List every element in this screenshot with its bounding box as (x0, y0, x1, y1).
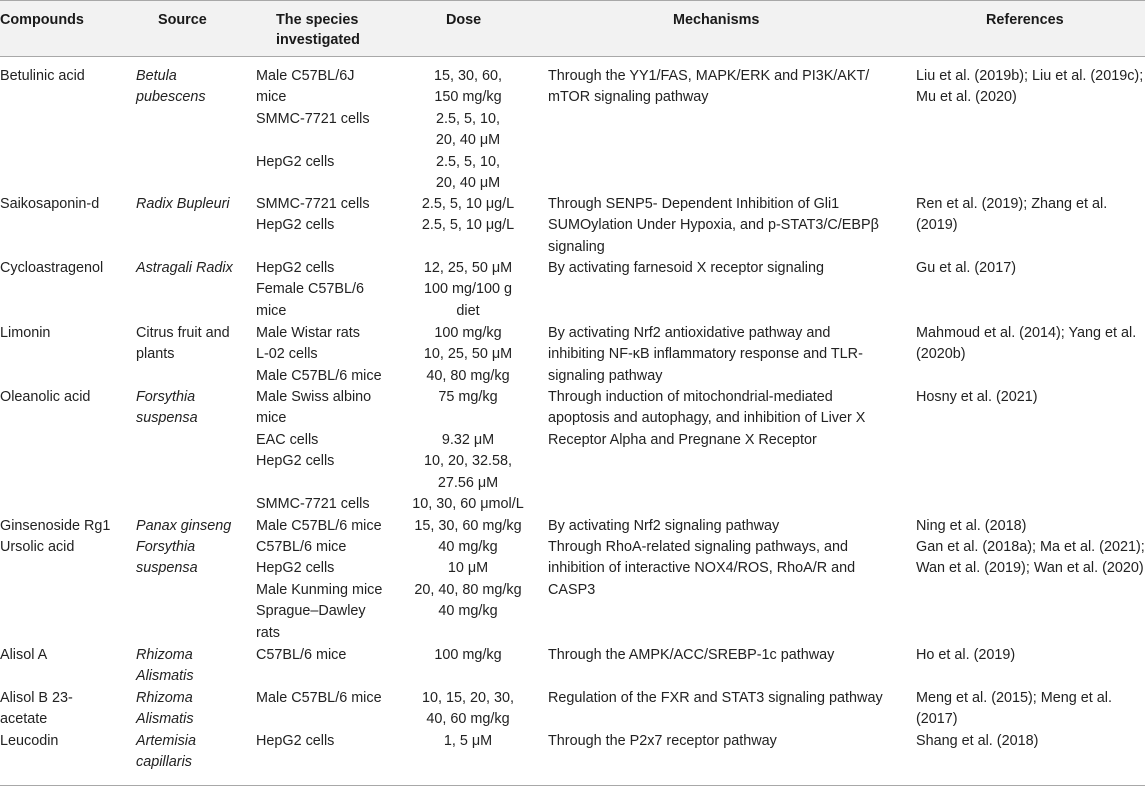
references-line: Liu et al. (2019b); Liu et al. (2019c); (916, 68, 1144, 84)
dose-line: 2.5, 5, 10 μg/L (421, 217, 515, 234)
compound-line: Ursolic acid (0, 539, 75, 555)
mechanism-line: SUMOylation Under Hypoxia, and p-STAT3/C/EBPβ (548, 217, 879, 234)
species-line: Male C57BL/6J (256, 68, 355, 84)
references-line: Meng et al. (2015); Meng et al. (916, 690, 1112, 706)
header-dose: Dose (446, 12, 482, 28)
source-line: Artemisia (136, 733, 196, 749)
compound-line: Betulinic acid (0, 68, 85, 84)
dose-line: 100 mg/kg (434, 325, 502, 341)
source-line: pubescens (136, 89, 206, 106)
references-line: Hosny et al. (2021) (916, 389, 1038, 405)
mechanism-line: Through the YY1/FAS, MAPK/ERK and PI3K/AKT/ (548, 68, 870, 84)
source-line: Panax ginseng (136, 518, 232, 534)
dose-line: 10, 30, 60 μmol/L (412, 496, 524, 512)
compound-line: Alisol A (0, 647, 48, 663)
species-line: Female C57BL/6 (256, 281, 364, 298)
species-line: HepG2 cells (256, 560, 335, 577)
dose-line: 100 mg/kg (434, 647, 502, 663)
references-line: Mahmoud et al. (2014); Yang et al. (916, 325, 1137, 341)
species-line: SMMC-7721 cells (256, 196, 370, 212)
species-line: Male C57BL/6 mice (256, 518, 382, 534)
compound-line: Oleanolic acid (0, 389, 91, 405)
species-line: Male Kunming mice (256, 581, 383, 598)
dose-line: 2.5, 5, 10 μg/L (421, 196, 515, 212)
references-line: Ho et al. (2019) (916, 647, 1016, 663)
dose-line: 150 mg/kg (434, 89, 502, 106)
top-border (0, 0, 1145, 1)
compound-line: Limonin (0, 325, 51, 341)
dose-line: 100 mg/100 g (423, 281, 512, 298)
header-compounds: Compounds (0, 12, 84, 28)
compound-line: Ginsenoside Rg1 (0, 518, 111, 534)
header-mechanisms: Mechanisms (673, 12, 760, 28)
species-line: mice (256, 302, 287, 319)
mechanism-line: Through the AMPK/ACC/SREBP-1c pathway (548, 647, 835, 663)
species-line: Sprague–Dawley (256, 603, 366, 620)
compound-line: acetate (0, 711, 48, 728)
species-line: HepG2 cells (256, 217, 335, 234)
species-line: Male C57BL/6 mice (256, 367, 382, 384)
dose-line: 10, 15, 20, 30, (421, 690, 514, 706)
source-line: plants (136, 346, 175, 363)
dose-line: 40 mg/kg (438, 539, 498, 555)
header-references: References (986, 12, 1064, 28)
species-line: Male C57BL/6 mice (256, 690, 382, 706)
species-line: HepG2 cells (256, 260, 335, 276)
source-line: capillaris (136, 754, 192, 771)
species-line: HepG2 cells (256, 453, 335, 470)
references-line: Gu et al. (2017) (916, 260, 1016, 276)
source-line: Alismatis (136, 668, 194, 685)
mechanism-line: Through RhoA-related signaling pathways, and (548, 539, 848, 555)
mechanism-line: By activating farnesoid X receptor signaling (548, 260, 824, 276)
dose-line: diet (456, 302, 480, 319)
dose-line: 40, 80 mg/kg (426, 367, 510, 384)
source-line: Alismatis (136, 711, 194, 728)
mechanism-line: Through induction of mitochondrial-mediated (548, 389, 833, 405)
compound-line: Leucodin (0, 733, 59, 749)
dose-line: 2.5, 5, 10, (435, 110, 500, 127)
dose-line: 10, 25, 50 μM (423, 346, 513, 363)
source-line: Betula (136, 68, 177, 84)
compound-line: Saikosaponin-d (0, 196, 100, 212)
mechanism-line: By activating Nrf2 antioxidative pathway and (548, 325, 831, 341)
mechanism-line: CASP3 (548, 581, 596, 598)
mechanism-line: inhibition of interactive NOX4/ROS, RhoA/R and (548, 560, 856, 577)
mechanism-line: By activating Nrf2 signaling pathway (548, 518, 780, 534)
source-line: Rhizoma (136, 647, 193, 663)
dose-line: 75 mg/kg (438, 389, 498, 405)
dose-line: 1, 5 μM (443, 733, 493, 749)
compound-line: Cycloastragenol (0, 260, 104, 276)
references-line: (2020b) (916, 346, 966, 363)
mechanism-line: Through SENP5- Dependent Inhibition of Gli1 (548, 196, 840, 212)
species-line: Male Swiss albino (256, 389, 372, 405)
source-line: suspensa (136, 560, 198, 577)
source-line: Rhizoma (136, 690, 193, 706)
species-line: SMMC-7721 cells (256, 110, 370, 127)
species-line: rats (256, 624, 280, 641)
species-line: C57BL/6 mice (256, 539, 347, 555)
mechanism-line: Receptor Alpha and Pregnane X Receptor (548, 431, 817, 448)
dose-line: 27.56 μM (437, 474, 499, 491)
dose-line: 40 mg/kg (438, 603, 498, 620)
header-species-line1: The species (276, 12, 359, 28)
header-species-line2: investigated (276, 32, 360, 48)
mechanism-line: inhibiting NF-κB inflammatory response and TLR- (548, 346, 863, 363)
species-line: C57BL/6 mice (256, 647, 347, 663)
references-line: (2017) (916, 711, 958, 728)
species-line: mice (256, 410, 287, 427)
source-line: suspensa (136, 410, 198, 427)
source-line: Radix Bupleuri (136, 196, 230, 212)
species-line: Male Wistar rats (256, 325, 360, 341)
mechanism-line: signaling pathway (548, 367, 663, 384)
dose-line: 12, 25, 50 μM (423, 260, 513, 276)
dose-line: 20, 40 μM (435, 132, 501, 149)
mechanism-line: Through the P2x7 receptor pathway (548, 733, 777, 749)
source-line: Forsythia (136, 539, 196, 555)
dose-line: 9.32 μM (441, 431, 495, 448)
source-line: Forsythia (136, 389, 196, 405)
species-line: mice (256, 89, 287, 106)
references-line: Mu et al. (2020) (916, 89, 1017, 106)
dose-line: 15, 30, 60 mg/kg (414, 518, 522, 534)
references-line: Wan et al. (2019); Wan et al. (2020) (916, 560, 1144, 577)
dose-line: 40, 60 mg/kg (426, 711, 510, 728)
species-line: SMMC-7721 cells (256, 496, 370, 512)
source-line: Astragali Radix (136, 260, 233, 276)
references-line: Gan et al. (2018a); Ma et al. (2021); (916, 539, 1145, 555)
references-line: (2019) (916, 217, 958, 234)
dose-line: 20, 40, 80 mg/kg (414, 581, 522, 598)
dose-line: 10 μM (447, 560, 489, 577)
source-line: Citrus fruit and (136, 325, 230, 341)
dose-line: 15, 30, 60, (433, 68, 502, 84)
compound-line: Alisol B 23- (0, 690, 73, 706)
mechanism-line: apoptosis and autophagy, and inhibition of Liver X (548, 410, 866, 427)
species-line: HepG2 cells (256, 733, 335, 749)
header-source: Source (158, 12, 207, 28)
species-line: EAC cells (256, 431, 319, 448)
dose-line: 20, 40 μM (435, 175, 501, 191)
references-line: Ren et al. (2019); Zhang et al. (916, 196, 1108, 212)
species-line: L-02 cells (256, 346, 318, 363)
dose-line: 10, 20, 32.58, (423, 453, 513, 470)
mechanism-line: mTOR signaling pathway (548, 89, 709, 106)
references-line: Shang et al. (2018) (916, 733, 1039, 749)
header-divider (0, 56, 1145, 57)
mechanism-line: signaling (548, 238, 605, 255)
references-line: Ning et al. (2018) (916, 518, 1027, 534)
mechanism-line: Regulation of the FXR and STAT3 signaling pathway (548, 690, 883, 706)
species-line: HepG2 cells (256, 153, 335, 170)
bottom-border (0, 785, 1145, 786)
dose-line: 2.5, 5, 10, (435, 153, 500, 170)
